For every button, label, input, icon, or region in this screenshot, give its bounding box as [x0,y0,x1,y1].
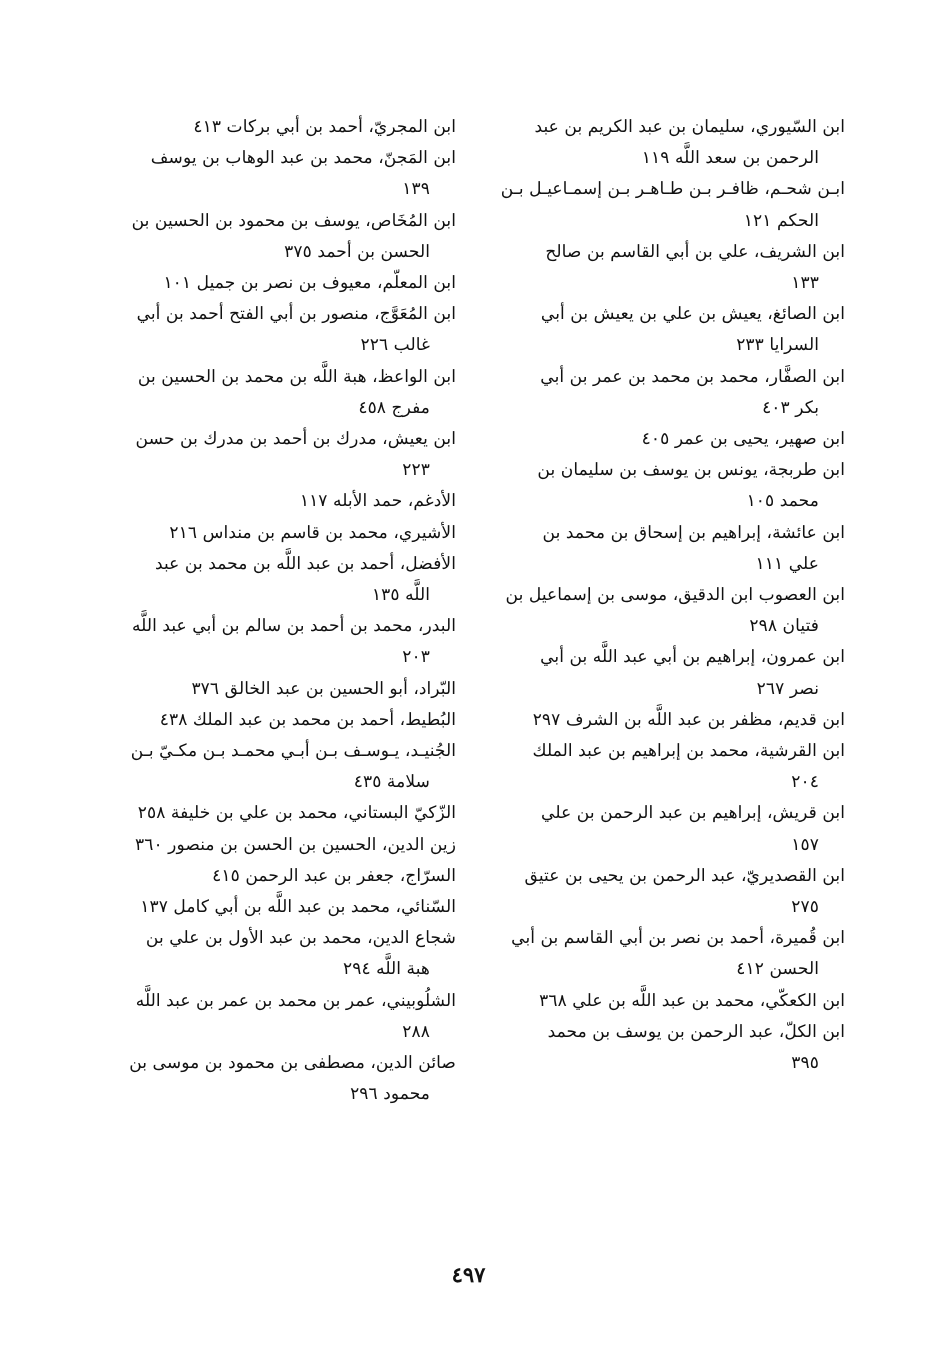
index-entry [483,986,845,1017]
index-entry [98,1048,456,1110]
index-entry-heading: شجاع الدين، محمد بن عبد الأول بن علي بن [145,928,456,949]
index-entry-continuation: ٢٠٤ [791,772,819,793]
index-entry [98,986,456,1048]
index-entry-heading: ابن عمرون، إبراهيم بن أبي عبد اللَّه بن أبي [540,647,845,668]
index-entry-heading: ابن طربجة، يونس بن يوسف بن سليمان بن [537,460,845,481]
index-entry [483,580,845,642]
index-entry-continuation: ٢٠٣ [402,647,430,668]
index-entry-heading: ابن الواعظ، هبة اللَّه بن محمد بن الحسين بن [137,366,456,387]
index-entry-continuation: ٣٩٥ [791,1053,819,1074]
index-entry [98,861,456,892]
index-entry-continuation: نصر ٢٦٧ [756,678,819,699]
index-entry [483,299,845,361]
index-entry [483,362,845,424]
index-entry-heading: البُطيط، أحمد بن محمد بن عبد الملك ٤٣٨ [159,709,456,730]
index-entry [483,1017,845,1079]
page-number: ٤٩٧ [451,1262,486,1287]
index-entry-heading: الأشيري، محمد بن قاسم بن منداس ٢١٦ [169,522,456,543]
index-entry-heading: ابـن شحـم، ظافـر بـن طـاهـر بـن إسمـاعيـل بـن [500,179,845,200]
index-entry [98,736,456,798]
index-entry [483,642,845,704]
index-entry [98,424,456,486]
index-entry-continuation: محمود ٢٩٦ [350,1084,430,1105]
index-entry-heading: الشلُوبيني، عمر بن محمد بن عمر بن عبد اللَّه [135,990,456,1011]
index-entry-heading: ابن الشريف، علي بن أبي القاسم بن صالح [545,241,845,262]
index-entry [98,830,456,861]
index-entry-heading: ابن المُعَوَّج، منصور بن أبي الفتح أحمد بن أبي [136,304,456,325]
index-entry [98,112,456,143]
index-entry-heading: ابن صهير، يحيى بن عمر ٤٠٥ [641,429,845,450]
left-column [98,112,456,1242]
index-entry [483,518,845,580]
index-entry [98,299,456,361]
index-entry [98,143,456,205]
index-entry [98,705,456,736]
index-entry [98,362,456,424]
index-entry-continuation: الحسن بن أحمد ٣٧٥ [284,241,430,262]
index-entry-heading: السرّاج، جعفر بن عبد الرحمن ٤١٥ [212,865,456,886]
index-entry-heading: الأدغم، حمد الأبله ١١٧ [299,491,456,512]
index-entry [98,206,456,268]
index-entry-continuation: بكر ٤٠٣ [762,397,819,418]
index-entry-continuation: ٢٢٣ [402,460,430,481]
index-entry-continuation: ٢٧٥ [791,897,819,918]
index-entry-heading: ابن عائشة، إبراهيم بن إسحاق بن محمد بن [542,522,845,543]
index-entry-heading: ابن يعيش، مدرك بن أحمد بن مدرك بن حسن [135,429,456,450]
index-entry [483,798,845,860]
index-entry-heading: ابن المَجنّ، محمد بن عبد الوهاب بن يوسف [150,148,456,169]
index-entry-heading: ابن قُميرة، أحمد بن نصر بن أبي القاسم بن أبي [511,928,845,949]
index-entry-continuation: اللَّه ١٣٥ [371,585,430,606]
index-entry [483,923,845,985]
index-entry-heading: ابن الكلّ، عبد الرحمن بن يوسف بن محمد [547,1021,845,1042]
index-entry [98,549,456,611]
index-entry-heading: الزّكيّ البستاني، محمد بن علي بن خليفة ٢٥٨ [137,803,456,824]
index-entry-heading: الجُنيـد، يـوسـف بـن أبـي محمـد بـن مكـيّ بـن [130,741,456,762]
index-entry [98,798,456,829]
index-entry-heading: البدر، محمد بن أحمد بن سالم بن أبي عبد اللَّه [131,616,456,637]
index-entry [98,268,456,299]
index-entry [483,174,845,236]
index-entry [98,923,456,985]
right-column [483,112,845,1242]
index-entry-heading: ابن القرشية، محمد بن إبراهيم بن عبد الملك [532,741,845,762]
index-entry-continuation: علي ١١١ [755,553,819,574]
index-entry-continuation: ١٥٧ [791,834,819,855]
index-entry-heading: ابن الصفَّار، محمد بن محمد بن عمر بن أبي [540,366,845,387]
index-entry-heading: ابن السّيوري، سليمان بن عبد الكريم بن عبد [534,117,845,137]
index-entry-heading: ابن المعلّم، معيوف بن نصر بن جميل ١٠١ [163,273,456,294]
index-entry-heading: البّراد، أبو الحسين بن عبد الخالق ٣٧٦ [191,678,456,699]
index-entry [98,611,456,673]
index-entry-heading: ابن قديم، مظفر بن عبد اللَّه بن الشرف ٢٩٧ [532,709,845,730]
index-entry-continuation: محمد ١٠٥ [746,491,819,512]
index-entry-continuation: السرايا ٢٣٣ [736,335,819,356]
index-entry-continuation: الحسن ٤١٢ [736,959,819,980]
index-entry-heading: ابن الكعكّي، محمد بن عبد اللَّه بن علي ٣٦٨ [539,990,845,1011]
index-entry-continuation: غالب ٢٢٦ [360,335,430,356]
index-entry-heading: السّنائي، محمد بن عبد اللَّه بن أبي كامل ١٣٧ [140,897,456,918]
index-entry-continuation: ١٣٩ [402,179,430,200]
index-entry-heading: زين الدين، الحسين بن الحسن بن منصور ٣٦٠ [134,834,456,855]
index-entry-continuation: ١٣٣ [791,273,819,294]
index-entry [98,486,456,517]
index-entry-heading: الأفضل، أحمد بن عبد اللَّه بن محمد بن عبد [154,553,456,574]
index-entry [98,674,456,705]
index-entry-heading: ابن المُخَاص، يوسف بن محمود بن الحسين بن [131,210,456,231]
index-entry [483,424,845,455]
index-entry-continuation: هبة اللَّه ٢٩٤ [342,959,430,980]
index-columns [98,112,845,1242]
index-entry-heading: ابن المجريّ، أحمد بن أبي بركات ٤١٣ [193,117,456,137]
index-entry-heading: ابن العصوب ابن الدقيق، موسى بن إسماعيل بن [505,585,845,606]
index-entry [98,518,456,549]
index-entry-continuation: الحكم ١٢١ [743,210,819,231]
index-entry-continuation: فتيان ٢٩٨ [749,616,819,637]
index-entry [483,112,845,174]
index-entry [483,705,845,736]
index-entry [483,455,845,517]
index-entry-heading: ابن قريش، إبراهيم بن عبد الرحمن بن علي [541,803,845,824]
index-entry [483,861,845,923]
index-entry-continuation: الرحمن بن سعد اللَّه ١١٩ [641,148,819,169]
index-entry-continuation: سلامة ٤٣٥ [353,772,430,793]
index-entry [483,237,845,299]
index-entry-heading: ابن الصائغ، يعيش بن علي بن يعيش بن أبي [540,304,845,325]
index-entry-continuation: مفرج ٤٥٨ [358,397,430,418]
index-entry-heading: ابن القصديريّ، عبد الرحمن بن يحيى بن عتيق [524,865,845,886]
index-entry-heading: صائن الدين، مصطفى بن محمود بن موسى بن [129,1053,456,1074]
index-entry [98,892,456,923]
index-entry [483,736,845,798]
index-entry-continuation: ٢٨٨ [402,1021,430,1042]
